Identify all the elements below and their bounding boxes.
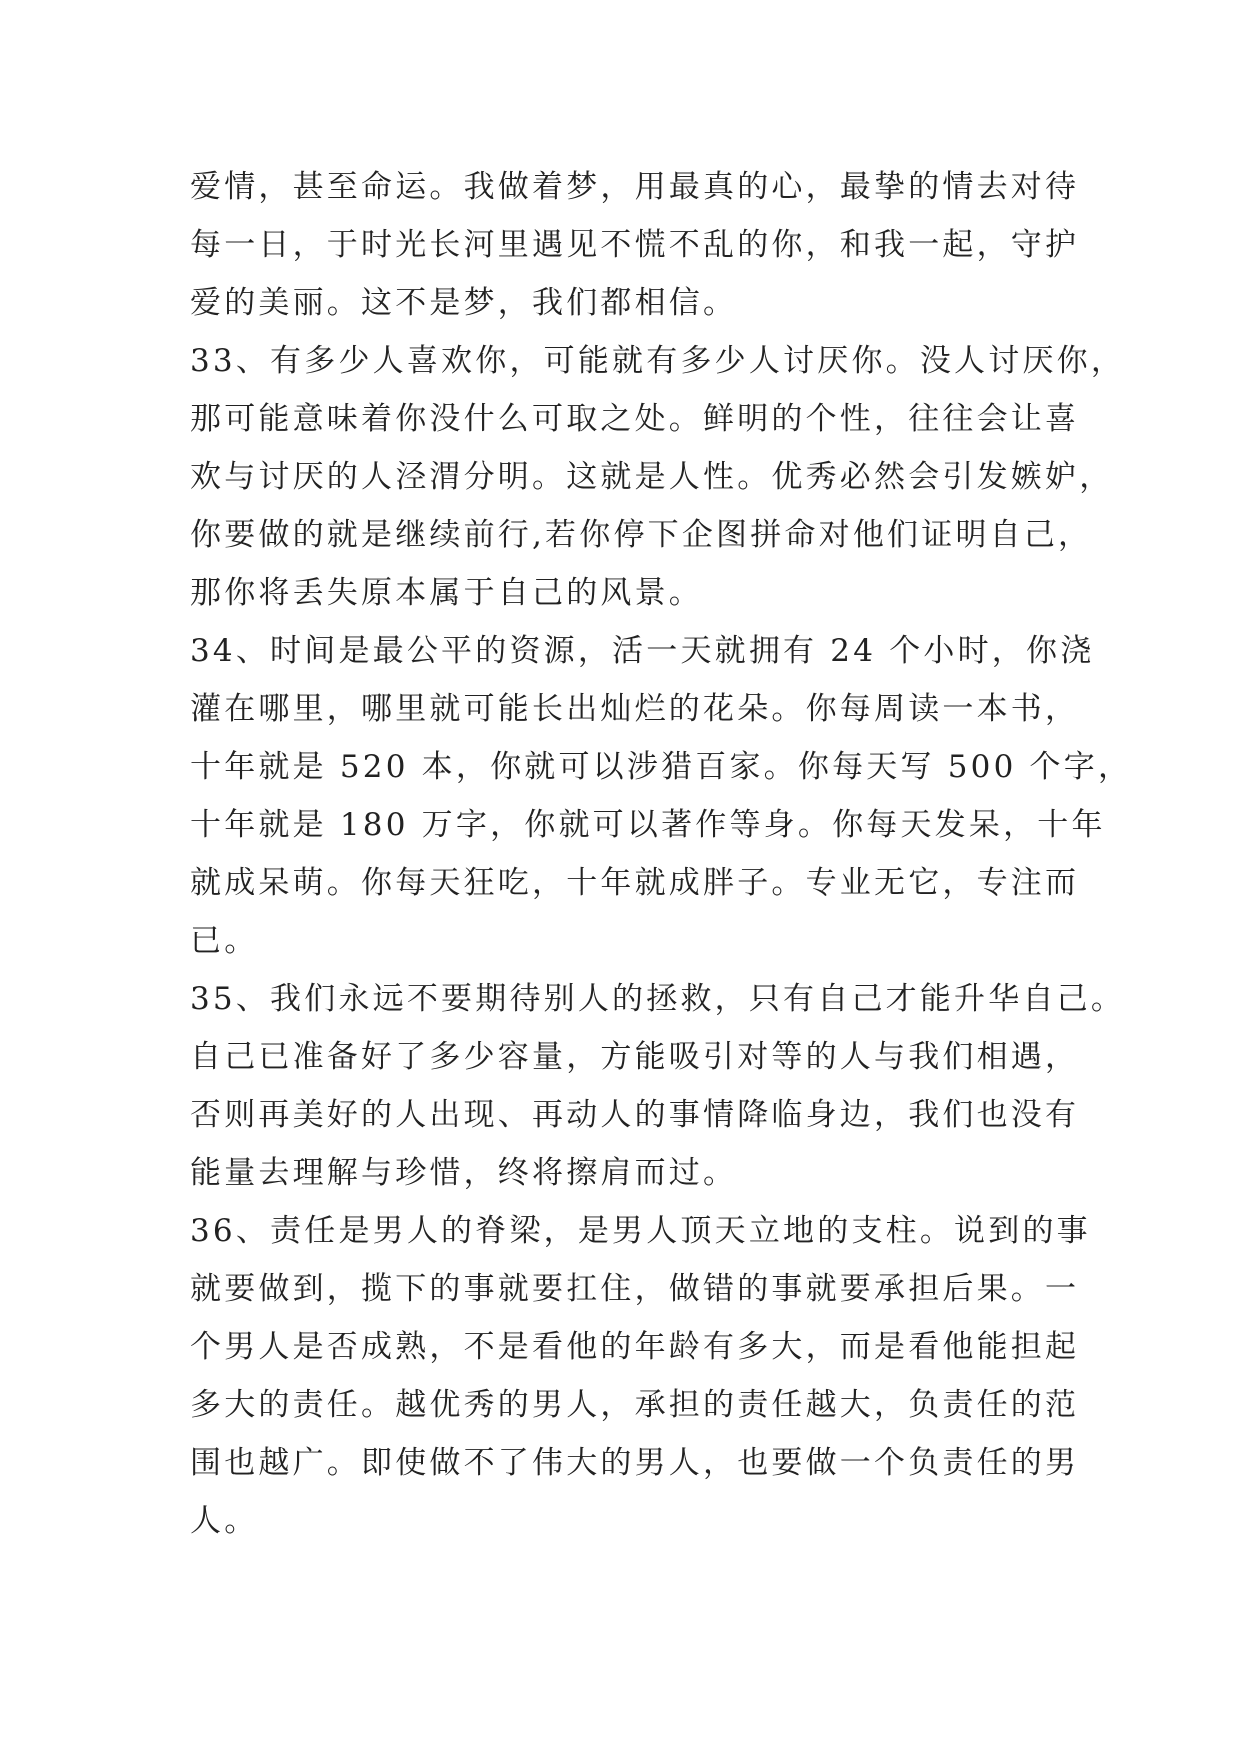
text-line: 36、责任是男人的脊梁，是男人顶天立地的支柱。说到的事 <box>190 1213 1091 1249</box>
text-line: 就成呆萌。你每天狂吃，十年就成胖子。专业无它，专注而 <box>190 865 1080 901</box>
text-line: 那你将丢失原本属于自己的风景。 <box>190 575 703 611</box>
text-line: 33、有多少人喜欢你，可能就有多少人讨厌你。没人讨厌你， <box>190 343 1126 379</box>
text-line: 爱情，甚至命运。我做着梦，用最真的心，最挚的情去对待 <box>190 169 1080 205</box>
text-line: 十年就是 180 万字，你就可以著作等身。你每天发呆，十年 <box>190 807 1106 843</box>
text-line: 你要做的就是继续前行,若你停下企图拼命对他们证明自己， <box>190 517 1093 553</box>
text-line: 已。 <box>190 923 259 959</box>
text-line: 爱的美丽。这不是梦，我们都相信。 <box>190 285 738 321</box>
body-text <box>190 158 1133 1550</box>
text-line: 就要做到，揽下的事就要扛住，做错的事就要承担后果。一 <box>190 1271 1080 1307</box>
text-line: 每一日，于时光长河里遇见不慌不乱的你，和我一起，守护 <box>190 227 1080 263</box>
text-line: 十年就是 520 本，你就可以涉猎百家。你每天写 500 个字， <box>190 749 1133 785</box>
text-line: 34、时间是最公平的资源，活一天就拥有 24 个小时，你浇 <box>190 633 1095 669</box>
text-line: 否则再美好的人出现、再动人的事情降临身边，我们也没有 <box>190 1097 1080 1133</box>
text-line: 人。 <box>190 1503 259 1539</box>
text-line: 自己已准备好了多少容量，方能吸引对等的人与我们相遇， <box>190 1039 1080 1075</box>
text-line: 那可能意味着你没什么可取之处。鲜明的个性，往往会让喜 <box>190 401 1080 437</box>
text-line: 能量去理解与珍惜，终将擦肩而过。 <box>190 1155 738 1191</box>
text-line: 围也越广。即使做不了伟大的男人，也要做一个负责任的男 <box>190 1445 1080 1481</box>
text-line: 欢与讨厌的人泾渭分明。这就是人性。优秀必然会引发嫉妒， <box>190 459 1114 495</box>
text-line: 灌在哪里，哪里就可能长出灿烂的花朵。你每周读一本书， <box>190 691 1080 727</box>
text-line: 35、我们永远不要期待别人的拯救，只有自己才能升华自己。 <box>190 981 1126 1017</box>
text-line: 多大的责任。越优秀的男人，承担的责任越大，负责任的范 <box>190 1387 1080 1423</box>
text-line: 个男人是否成熟，不是看他的年龄有多大，而是看他能担起 <box>190 1329 1080 1365</box>
